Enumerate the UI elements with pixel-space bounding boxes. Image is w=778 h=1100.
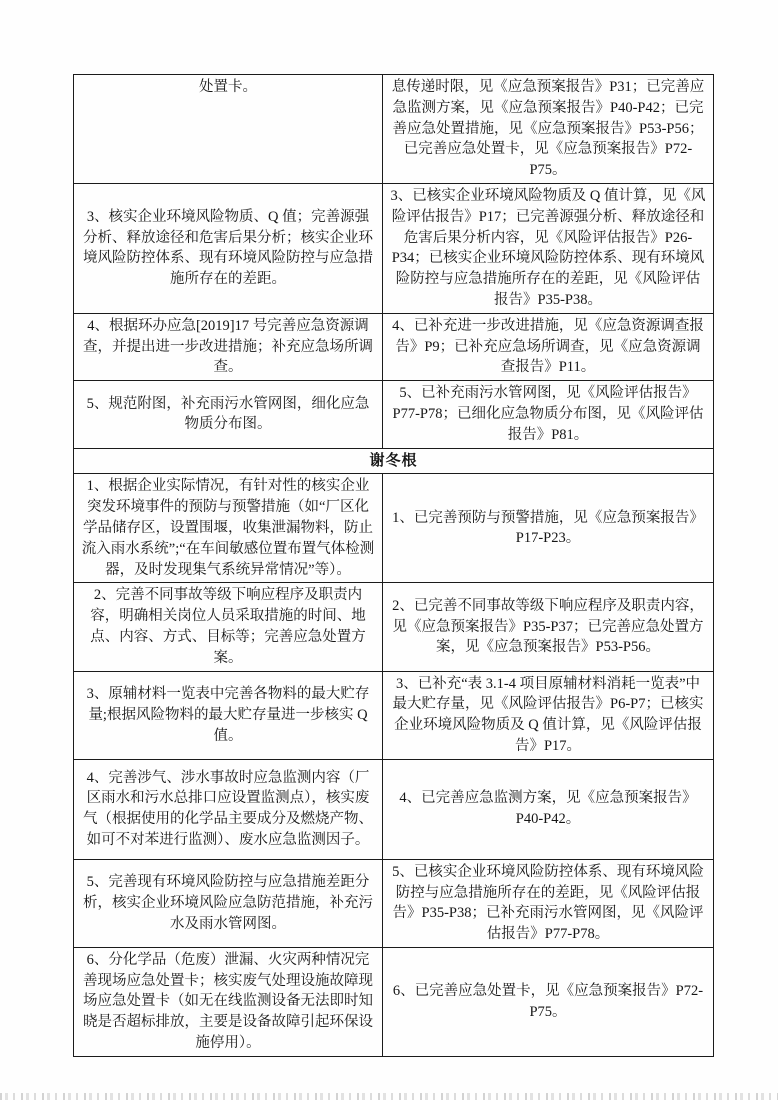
reply-cell: 1、已完善预防与预警措施，见《应急预案报告》P17-P23。 <box>383 474 714 583</box>
reply-cell: 3、已补充“表 3.1-4 项目原辅材料消耗一览表”中最大贮存量，见《风险评估报告》P6-P7；已核实企业环境风险物质及 Q 值计算，见《风险评估报告》P17。 <box>383 671 714 759</box>
comment-cell: 4、完善涉气、涉水事故时应急监测内容（厂区雨水和污水总排口应设置监测点），核实废气（根据使用的化学品主要成分及燃烧产物、如可不对苯进行监测）、废水应急监测因子。 <box>74 759 383 859</box>
table-row <box>74 759 714 859</box>
reply-cell: 6、已完善应急处置卡，见《应急预案报告》P72-P75。 <box>383 947 714 1056</box>
table-row <box>74 381 714 448</box>
reply-cell: 4、已补充进一步改进措施，见《应急资源调查报告》P9；已补充应急场所调查，见《应急资源调查报告》P11。 <box>383 313 714 380</box>
table-row <box>74 313 714 380</box>
table-row <box>74 671 714 759</box>
table-row <box>74 474 714 583</box>
comment-cell: 4、根据环办应急[2019]17 号完善应急资源调查，并提出进一步改进措施；补充应急场所调查。 <box>74 313 383 380</box>
scan-artifact-band <box>0 1093 778 1100</box>
comment-cell: 2、完善不同事故等级下响应程序及职责内容，明确相关岗位人员采取措施的时间、地点、内容、方式、目标等；完善应急处置方案。 <box>74 583 383 671</box>
reply-cell: 息传递时限，见《应急预案报告》P31；已完善应急监测方案，见《应急预案报告》P40-P42；已完善应急处置措施，见《应急预案报告》P53-P56；已完善应急处置卡，见《应急预案报告》P72-P75。 <box>383 75 714 184</box>
comment-cell: 3、原辅材料一览表中完善各物料的最大贮存量;根据风险物料的最大贮存量进一步核实 Q 值。 <box>74 671 383 759</box>
table-row <box>74 859 714 947</box>
comment-cell: 5、规范附图，补充雨污水管网图，细化应急物质分布图。 <box>74 381 383 448</box>
comment-cell: 1、根据企业实际情况，有针对性的核实企业突发环境事件的预防与预警措施（如“厂区化学品储存区，设置围堰，收集泄漏物料，防止流入雨水系统”;“在车间敏感位置布置气体检测器，及时发现集气系统异常情况”等）。 <box>74 474 383 583</box>
comment-cell: 3、核实企业环境风险物质、Q 值；完善源强分析、释放途径和危害后果分析；核实企业环境风险防控体系、现有环境风险防控与应急措施所存在的差距。 <box>74 183 383 313</box>
comment-cell: 6、分化学品（危废）泄漏、火灾两种情况完善现场应急处置卡；核实废气处理设施故障现场应急处置卡（如无在线监测设备无法即时知晓是否超标排放，主要是设备故障引起环保设施停用）。 <box>74 947 383 1056</box>
reply-cell: 4、已完善应急监测方案，见《应急预案报告》P40-P42。 <box>383 759 714 859</box>
reviewer-name: 谢冬根 <box>74 448 714 474</box>
reply-cell: 2、已完善不同事故等级下响应程序及职责内容，见《应急预案报告》P35-P37；已完善应急处置方案，见《应急预案报告》P53-P56。 <box>383 583 714 671</box>
table-row-section-header <box>74 448 714 474</box>
table-row <box>74 75 714 184</box>
comment-cell: 处置卡。 <box>74 75 383 184</box>
reply-cell: 5、已核实企业环境风险防控体系、现有环境风险防控与应急措施所存在的差距，见《风险评估报告》P35-P38；已补充雨污水管网图，见《风险评估报告》P77-P78。 <box>383 859 714 947</box>
reply-cell: 3、已核实企业环境风险物质及 Q 值计算，见《风险评估报告》P17；已完善源强分析、释放途径和危害后果分析内容，见《风险评估报告》P26-P34；已核实企业环境风险防控体系、现有环境风险防控与应急措施所存在的差距，见《风险评估报告》P35-P38。 <box>383 183 714 313</box>
reply-cell: 5、已补充雨污水管网图，见《风险评估报告》P77-P78；已细化应急物质分布图，见《风险评估报告》P81。 <box>383 381 714 448</box>
review-comments-table <box>73 74 714 1057</box>
table-row <box>74 183 714 313</box>
table-row <box>74 583 714 671</box>
comment-cell: 5、完善现有环境风险防控与应急措施差距分析，核实企业环境风险应急防范措施，补充污水及雨水管网图。 <box>74 859 383 947</box>
table-row <box>74 947 714 1056</box>
